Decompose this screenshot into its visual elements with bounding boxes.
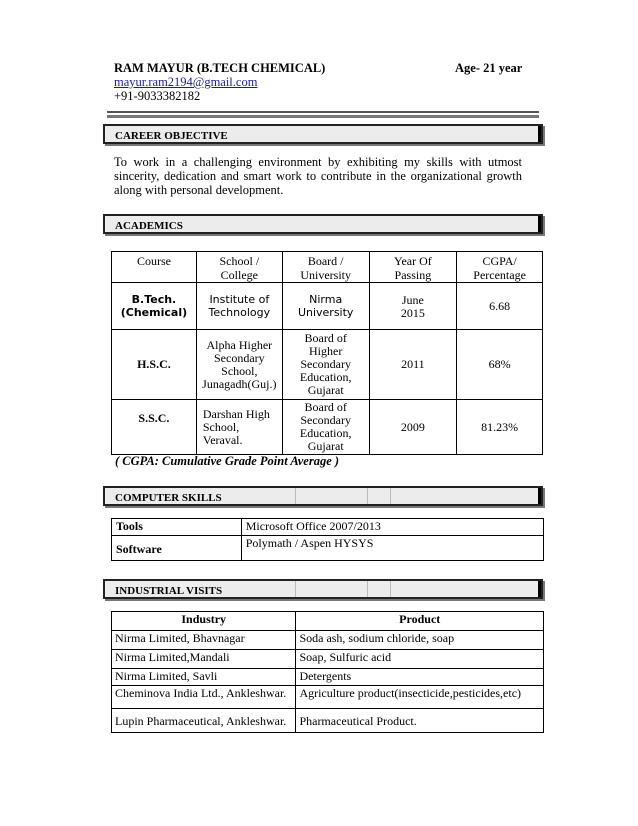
section-title: COMPUTER SKILLS	[115, 492, 222, 504]
section-computer-skills	[103, 486, 543, 506]
year-cell: 2011	[369, 330, 457, 400]
school-cell: Darshan High School, Veraval.	[196, 400, 282, 455]
skill-label: Software	[112, 536, 242, 561]
product-cell: Agriculture product(insecticide,pesticides,etc)	[296, 686, 544, 709]
header-divider-thick	[107, 115, 539, 118]
academics-header-row	[112, 252, 543, 283]
col-header-school: School / College	[196, 252, 282, 283]
industry-cell: Cheminova India Ltd., Ankleshwar.	[112, 686, 296, 709]
table-row	[112, 283, 543, 330]
board-cell: Board of Secondary Education, Gujarat	[282, 400, 369, 455]
industry-cell: Lupin Pharmaceutical, Ankleshwar.	[112, 709, 296, 733]
col-header-product: Product	[296, 612, 544, 631]
skill-label: Tools	[112, 519, 242, 536]
school-cell: Alpha Higher Secondary School, Junagadh(Guj.)	[196, 330, 282, 400]
col-header-board: Board / University	[282, 252, 369, 283]
cgpa-cell: 68%	[457, 330, 543, 400]
cgpa-cell: 81.23%	[457, 400, 543, 455]
phone-number: +91-9033382182	[114, 89, 201, 103]
skill-value: Polymath / Aspen HYSYS	[241, 536, 543, 561]
col-header-cgpa: CGPA/ Percentage	[457, 252, 543, 283]
table-row	[112, 631, 544, 650]
year-cell: 2009	[369, 400, 457, 455]
academics-table	[111, 251, 543, 455]
cgpa-cell: 6.68	[457, 283, 543, 330]
skill-value: Microsoft Office 2007/2013	[241, 519, 543, 536]
header-divider	[107, 111, 539, 113]
table-row	[112, 536, 544, 561]
col-header-year: Year Of Passing	[369, 252, 457, 283]
email-link[interactable]: mayur.ram2194@gmail.com	[114, 75, 258, 89]
computer-skills-table	[111, 518, 544, 561]
section-title: CAREER OBJECTIVE	[115, 130, 228, 142]
section-title: ACADEMICS	[115, 220, 183, 232]
table-row	[112, 709, 544, 733]
product-cell: Soap, Sulfuric acid	[296, 650, 544, 669]
section-career-objective	[103, 124, 543, 144]
table-row	[112, 400, 543, 455]
product-cell: Pharmaceutical Product.	[296, 709, 544, 733]
industry-cell: Nirma Limited, Bhavnagar	[112, 631, 296, 650]
career-objective-text: To work in a challenging environment by exhibiting my skills with utmost sincerity, dedication and smart work to contribute in the organizational growth along with personal development.	[114, 155, 522, 197]
industrial-visits-table	[111, 611, 544, 733]
table-row	[112, 650, 544, 669]
course-cell: H.S.C.	[112, 330, 197, 400]
product-cell: Detergents	[296, 669, 544, 686]
course-cell: S.S.C.	[112, 400, 197, 455]
col-header-industry: Industry	[112, 612, 296, 631]
section-title: INDUSTRIAL VISITS	[115, 585, 223, 597]
table-row	[112, 330, 543, 400]
industry-cell: Nirma Limited, Savli	[112, 669, 296, 686]
course-cell: B.Tech. (Chemical)	[112, 283, 197, 330]
visits-header-row	[112, 612, 544, 631]
table-row	[112, 686, 544, 709]
col-header-course: Course	[112, 252, 197, 283]
candidate-name: RAM MAYUR (B.TECH CHEMICAL)	[114, 61, 326, 75]
table-row	[112, 669, 544, 686]
product-cell: Soda ash, sodium chloride, soap	[296, 631, 544, 650]
table-row	[112, 519, 544, 536]
section-academics	[103, 214, 543, 234]
section-industrial-visits	[103, 579, 543, 599]
industry-cell: Nirma Limited,Mandali	[112, 650, 296, 669]
candidate-age: Age- 21 year	[455, 61, 523, 75]
cgpa-note: ( CGPA: Cumulative Grade Point Average )	[115, 454, 340, 468]
board-cell: Board of Higher Secondary Education, Gujarat	[282, 330, 369, 400]
board-cell: Nirma University	[282, 283, 369, 330]
year-cell: June 2015	[369, 283, 457, 330]
school-cell: Institute of Technology	[196, 283, 282, 330]
